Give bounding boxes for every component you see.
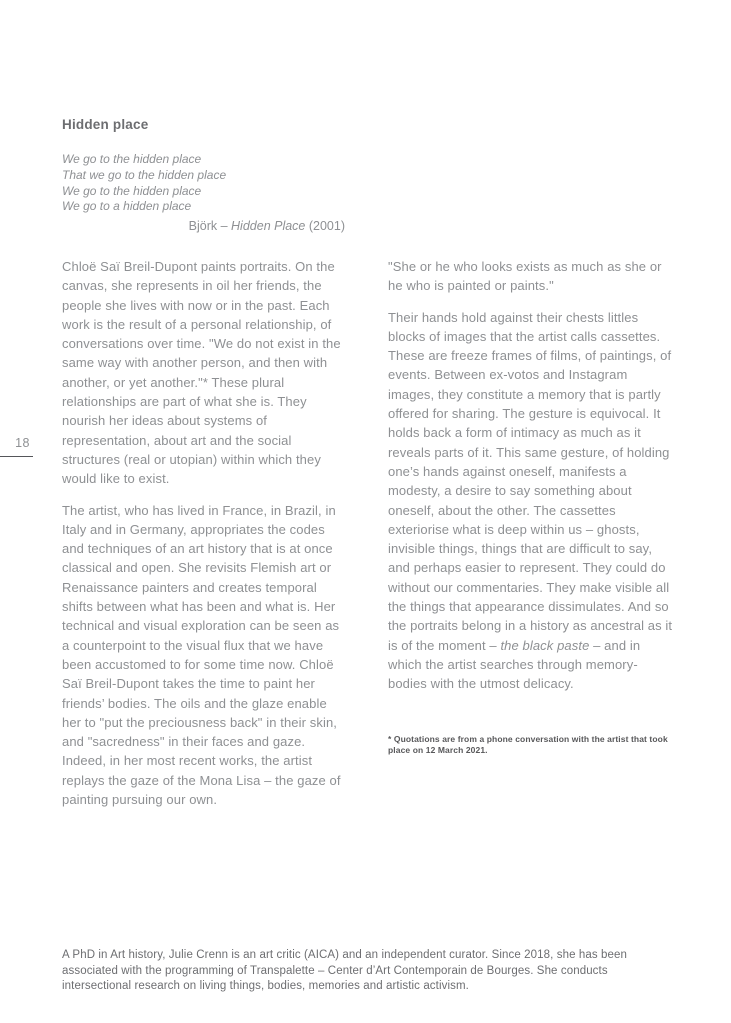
left-paragraph-1: Chloë Saï Breil-Dupont paints portraits. On the canvas, she represents in oil her friends, the people she lives with now or in the past. Each work is the result of a personal relationship, of conversations over time. "We do not exist in the same way with another person, and then with another, or yet another."* These plural relationships are part of what she is. They nourish her ideas about systems of representation, about art and the social structures (real or utopian) within which they would like to exist. [62,259,341,487]
attribution-year: (2001) [305,219,345,233]
attribution-song-title: Hidden Place [231,219,306,233]
author-bio: A PhD in Art history, Julie Crenn is an art critic (AICA) and an independent curator. Since 2018, she has been associated with the programming of Transpalette – Center d’Art Contemporain de Bourges. She conducts intersectional research on living things, bodies, memories and artistic activism. [62,949,628,993]
page-title: Hidden place [62,117,149,132]
left-paragraph-2: The artist, who has lived in France, in Brazil, in Italy and in Germany, appropriates the codes and techniques of an art history that is at once classical and open. She revisits Flemish art or Renaissance painters and creates temporal shifts between what has been and what is. Her technical and visual exploration can be seen as a counterpoint to the visual flux that we have been accustomed to for some time now. Chloë Saï Breil-Dupont takes the time to paint her friends’ bodies. The oils and the glaze enable her to "put the preciousness back" in their skin, and "sacredness" in their faces and gaze. Indeed, in her most recent works, the artist replays the gaze of the Mona Lisa – the gaze of painting pursuing our own. [62,502,341,808]
right-paragraph-2-italic: the black paste [500,637,590,653]
quote-line: We go to a hidden place [62,199,192,214]
epigraph-quote [62,152,226,215]
right-paragraph-2-text: Their hands hold against their chests littles blocks of images that the artist calls cassettes. These are freeze frames of films, of paintings, of events. Between ex-votos and Instagram images, they constitute a memory that is partly offered for sharing. The gesture is equivocal. It holds back a form of intimacy as much as it reveals parts of it. This same gesture, of holding one’s hands against oneself, manifests a modesty, a desire to say something about oneself, about the other. The cassettes exteriorise what is deep within us – ghosts, invisible things, things that are difficult to say, and perhaps easier to represent. They could do without our commentaries. They make visible all the things that appearance dissimulates. And so the portraits belong in a history as ancestral as it is of the moment – [388,309,673,653]
right-paragraph-1: "She or he who looks exists as much as she or he who is painted or paints." [388,259,662,294]
footnote: * Quotations are from a phone conversation with the artist that took place on 12 March 2021. [388,733,668,755]
quote-line: We go to the hidden place [62,152,202,166]
left-column [62,257,345,821]
right-paragraph-2 [388,308,673,694]
quote-line: We go to the hidden place [62,183,202,198]
page-number-block [0,434,33,457]
right-column [388,257,673,821]
quote-attribution [62,219,345,233]
right-paragraph-2-text: – and in which the artist searches through memory-bodies with the utmost delicacy. [388,637,641,692]
quote-line: That we go to the hidden place [62,167,227,182]
page-number: 18 [15,436,30,450]
attribution-artist: Björk – [188,219,232,233]
body-columns [62,257,673,821]
